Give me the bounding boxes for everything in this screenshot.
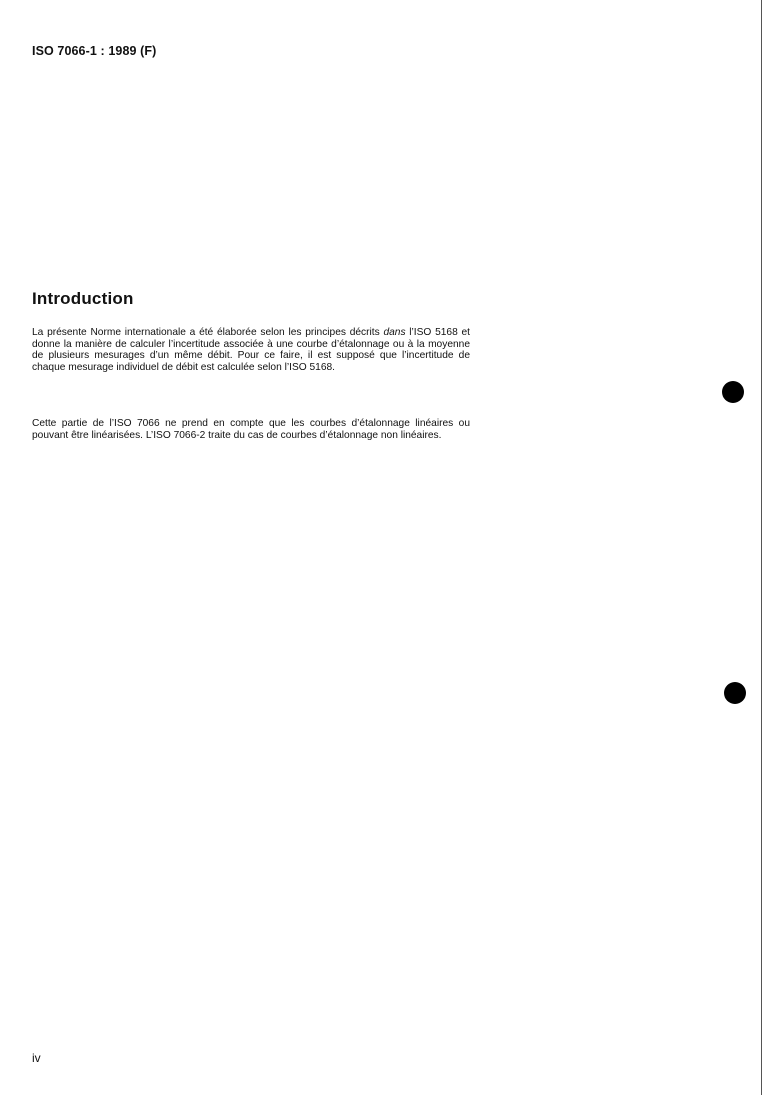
paragraph-1-text-b: l’ISO 5168 et donne la manière de calculer l’incertitude associée à une courbe d’étalonnage ou à la moyenne de plusieurs mesurages d’un même débit. Pour ce faire, il est supposé que l’incertitude de chaque mesurage individuel de débit est calculée selon l’ISO 5168.	[32, 327, 470, 373]
paragraph-1-italic: dans	[383, 327, 406, 338]
margin-dot-1	[722, 381, 744, 403]
page-number: iv	[32, 1051, 41, 1065]
paragraph-2: Cette partie de l’ISO 7066 ne prend en compte que les courbes d’étalonnage linéaires ou pouvant être linéarisées. L’ISO 7066-2 traite du cas de courbes d’étalonnage non linéaires.	[32, 418, 470, 441]
paragraph-1	[32, 327, 470, 373]
margin-dot-2	[724, 682, 746, 704]
section-title: Introduction	[32, 289, 134, 308]
page-edge-line	[761, 0, 762, 1095]
paragraph-1-text-a: La présente Norme internationale a été élaborée selon les principes décrits	[32, 327, 384, 338]
page-header: ISO 7066-1 : 1989 (F)	[32, 44, 157, 58]
